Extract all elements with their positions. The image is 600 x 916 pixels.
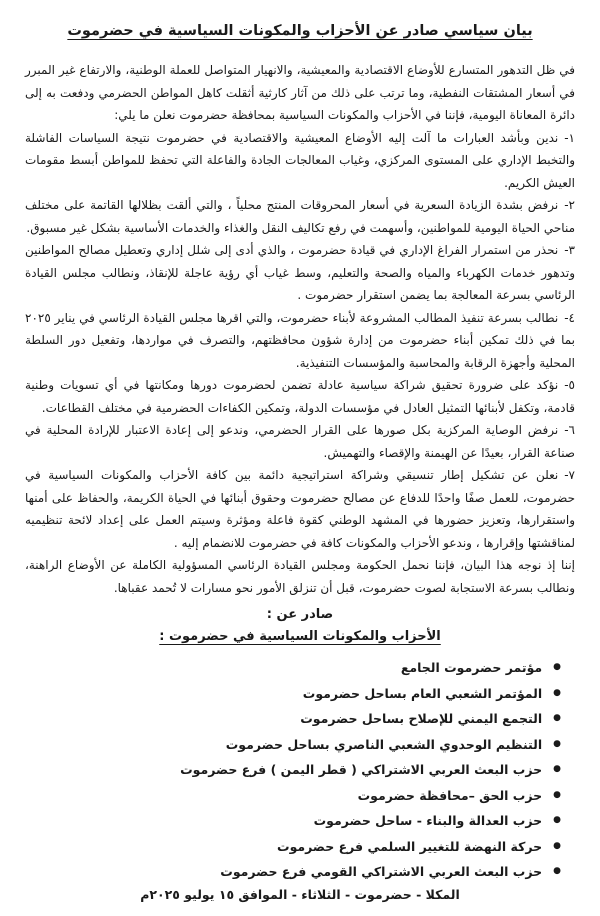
statement-item — [25, 464, 575, 554]
bullet-icon: ● — [553, 713, 561, 724]
bullet-icon: ● — [553, 738, 561, 749]
item-text: نؤكد على ضرورة تحقيق شراكة سياسية عادلة تضمن لحضرموت دورها ومكانتها في أي تسويات وطنية قادمة، وتكفل لأبنائها التمثيل العادل في مؤسسات الدولة، وتمكين الكفاءات الحضرمية في مختلف القطاعات. — [25, 378, 575, 415]
statement-items — [25, 127, 575, 555]
party-item — [25, 706, 561, 732]
item-text: نطالب بسرعة تنفيذ المطالب المشروعة لأبناء حضرموت، والتي اقرها مجلس القيادة الرئاسي في يناير ٢٠٢٥ بما في ذلك تمكين أبناء حضرموت من إدارة شؤون محافظتهم، والتصرف في مواردها، وتفعيل دور السلطة المحلية وأجهزة الرقابة والمحاسبة والمؤسسات التنفيذية. — [25, 310, 575, 370]
party-name: حزب العدالة والبناء - ساحل حضرموت — [313, 813, 543, 829]
bullet-icon: ● — [553, 815, 561, 826]
bullet-icon: ● — [553, 789, 561, 800]
statement-item — [25, 194, 575, 239]
issued-by-header: الأحزاب والمكونات السياسية في حضرموت : — [159, 629, 441, 644]
party-name: التجمع اليمني للإصلاح بساحل حضرموت — [300, 711, 543, 727]
party-name: حزب الحق –محافظة حضرموت — [357, 787, 543, 803]
bullet-icon: ● — [553, 866, 561, 877]
parties-list — [25, 655, 575, 885]
party-name: التنظيم الوحدوي الشعبي الناصري بساحل حضرموت — [225, 736, 543, 752]
party-name: مؤتمر حضرموت الجامع — [400, 660, 543, 676]
issued-by-label: صادر عن : — [266, 607, 334, 622]
item-text: نعلن عن تشكيل إطار تنسيقي وشراكة استراتيجية دائمة بين كافة الأحزاب والمكونات السياسية في حضرموت، للعمل صفًا واحدًا للدفاع عن مصالح حضرموت وحقوق أبنائها في الحياة الكريمة، والحفاظ على أمنها واستقرارها، وتعزيز حضورها في المشهد الوطني كقوة فاعلة ومؤثرة وسيتم العمل على إعداد لائحة تنظيميه لمناقشتها وإقرارها ، وندعو الأحزاب والمكونات كافة في حضرموت للانضمام إليه . — [25, 468, 575, 550]
item-number: ٧- — [564, 468, 575, 482]
item-number: ٤- — [564, 310, 575, 325]
party-item — [25, 859, 561, 885]
statement-item — [25, 307, 575, 375]
bullet-icon: ● — [553, 840, 561, 851]
statement-item — [25, 419, 575, 464]
item-text: نحذر من استمرار الفراغ الإداري في قيادة حضرموت ، والذي أدى إلى شلل إداري وتعطيل مصالح المواطنين وتدهور خدمات الكهرباء والمياه والصحة والتعليم، وسط غياب أي رؤية عاجلة للإنقاذ، ونطالب مجلس القيادة الرئاسي بسرعة المعالجة بما يضمن استقرار حضرموت . — [25, 243, 575, 302]
item-number: ١- — [564, 130, 575, 145]
party-item — [25, 834, 561, 860]
party-name: حزب البعث العربي الاشتراكي القومي فرع حضرموت — [220, 864, 543, 880]
item-text: ندين وبأشد العبارات ما آلت إليه الأوضاع المعيشية والاقتصادية في حضرموت نتيجة السياسات الفاشلة والتخبط الإداري على المستوى المركزي، وغياب المعالجات الجادة والفاعلة التي تحفظ للمواطن أبسط مقومات العيش الكريم. — [25, 130, 575, 190]
party-item — [25, 783, 561, 809]
party-name: حزب البعث العربي الاشتراكي ( قطر اليمن ) فرع حضرموت — [180, 762, 543, 778]
footer-dateline: المكلا - حضرموت - الثلاثاء - الموافق ١٥ يوليو ٢٠٢٥م — [140, 886, 460, 902]
bullet-icon: ● — [553, 687, 561, 698]
item-text: نرفض بشدة الزيادة السعرية في أسعار المحروقات المنتج محلياً ، والتي ألقت بظلالها القاتمة على مختلف مناحي الحياة اليومية للمواطنين، وأسهمت في رفع تكاليف النقل والغذاء والخدمات الأساسية بشكل غير مسبوق. — [25, 198, 575, 235]
bullet-icon: ● — [553, 764, 561, 775]
bullet-icon: ● — [553, 662, 561, 673]
party-item — [25, 681, 561, 707]
item-number: ٥- — [564, 378, 575, 392]
party-item — [25, 732, 561, 758]
party-item — [25, 757, 561, 783]
intro-paragraph: في ظل التدهور المتسارع للأوضاع الاقتصادية والمعيشية، والانهيار المتواصل للعملة الوطنية، والارتفاع غير المبرر في أسعار المشتقات النفطية، وما ترتب على ذلك من آثار كارثية أثقلت كاهل المواطن الحضرمي ودفعت به إلى دائرة المعاناة اليومية، فإننا في الأحزاب والمكونات السياسية بمحافظة حضرموت نعلن ما يلي: — [25, 63, 575, 122]
party-name: المؤتمر الشعبي العام بساحل حضرموت — [302, 685, 543, 701]
party-item — [25, 808, 561, 834]
statement-item — [25, 239, 575, 307]
statement-item — [25, 374, 575, 419]
party-name: حركة النهضة للتغيير السلمي فرع حضرموت — [277, 838, 543, 854]
item-number: ٣- — [564, 243, 575, 257]
statement-title: بيان سياسي صادر عن الأحزاب والمكونات السياسية في حضرموت — [67, 23, 533, 39]
statement-item — [25, 127, 575, 195]
item-number: ٢- — [564, 198, 575, 212]
party-item — [25, 655, 561, 681]
item-text: نرفض الوصاية المركزية بكل صورها على القرار الحضرمي، وندعو إلى إعادة الاعتبار للإرادة المحلية في صناعة القرار، بعيدًا عن الهيمنة والإقصاء والتهميش. — [25, 423, 575, 460]
closing-paragraph: إننا إذ نوجه هذا البيان، فإننا نحمل الحكومة ومجلس القيادة الرئاسي المسؤولية الكاملة عن الأوضاع الراهنة، ونطالب بسرعة الاستجابة لصوت حضرموت، قبل أن تنزلق الأمور نحو مسارات لا تُحمد عقباها. — [25, 558, 575, 595]
item-number: ٦- — [564, 423, 575, 437]
